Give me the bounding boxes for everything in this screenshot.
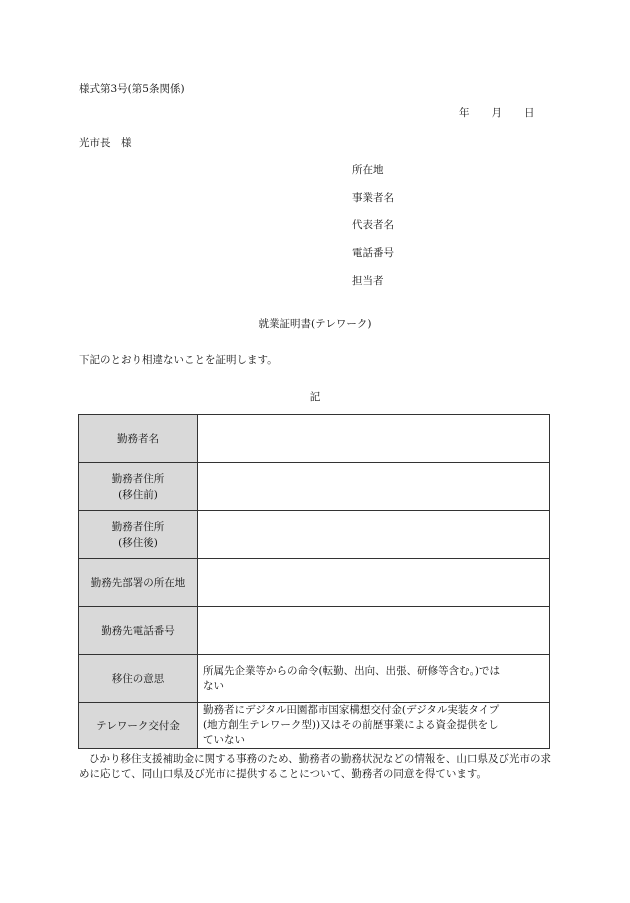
relocation-intent-line1: 所属先企業等からの命令(転勤、出向、出張、研修等含む。)では [203, 664, 500, 677]
table-row [79, 703, 550, 749]
worker-name-label: 勤務者名 [79, 415, 198, 463]
address-after-label-line1: 勤務者住所 [111, 520, 165, 533]
telework-grant-label: テレワーク交付金 [79, 703, 198, 749]
applicant-representative-label: 代表者名 [352, 219, 394, 231]
form-number: 様式第3号(第5条関係) [79, 83, 185, 95]
applicant-address-label: 所在地 [352, 164, 384, 176]
telework-grant-line2: (地方創生テレワーク型))又はその前歴事業による資金提供をし [203, 719, 499, 731]
address-after-label-line2: (移住後) [118, 536, 158, 549]
date-line [459, 105, 535, 120]
workplace-phone-label: 勤務先電話番号 [79, 607, 198, 655]
telework-grant-line1: 勤務者にデジタル田園都市国家構想交付金(デジタル実装タイプ [203, 704, 500, 716]
worker-name-field[interactable] [198, 415, 550, 463]
telework-grant-value [198, 703, 550, 749]
workplace-phone-field[interactable] [198, 607, 550, 655]
date-month-label: 月 [491, 107, 502, 119]
applicant-phone-label: 電話番号 [352, 247, 394, 259]
applicant-business-name-label: 事業者名 [352, 192, 394, 204]
table-row [79, 655, 550, 703]
addressee: 光市長 様 [79, 137, 132, 149]
table-row [79, 559, 550, 607]
address-before-label [79, 463, 198, 511]
relocation-intent-label: 移住の意思 [79, 655, 198, 703]
ki-heading: 記 [309, 391, 321, 403]
applicant-contact-person-label: 担当者 [352, 275, 384, 287]
consent-note: ひかり移住支援補助金に関する事務のため、勤務者の勤務状況などの情報を、山口県及び光市の求めに応じて、同山口県及び光市に提供することについて、勤務者の同意を得ています。 [79, 753, 551, 780]
relocation-intent-value [198, 655, 550, 703]
relocation-intent-line2: ない [203, 679, 224, 692]
address-before-label-line2: (移住前) [118, 488, 158, 501]
table-row [79, 607, 550, 655]
department-location-field[interactable] [198, 559, 550, 607]
date-year-label: 年 [459, 107, 470, 119]
telework-grant-line3: ていない [203, 734, 245, 746]
address-before-label-line1: 勤務者住所 [111, 472, 165, 485]
address-after-label [79, 511, 198, 559]
date-day-label: 日 [524, 107, 535, 119]
table-row [79, 511, 550, 559]
certificate-table [78, 414, 550, 749]
address-before-field[interactable] [198, 463, 550, 511]
department-location-label: 勤務先部署の所在地 [79, 559, 198, 607]
table-row [79, 415, 550, 463]
certification-statement: 下記のとおり相違ないことを証明します。 [79, 354, 278, 366]
table-row [79, 463, 550, 511]
document-title: 就業証明書(テレワーク) [258, 318, 372, 330]
address-after-field[interactable] [198, 511, 550, 559]
